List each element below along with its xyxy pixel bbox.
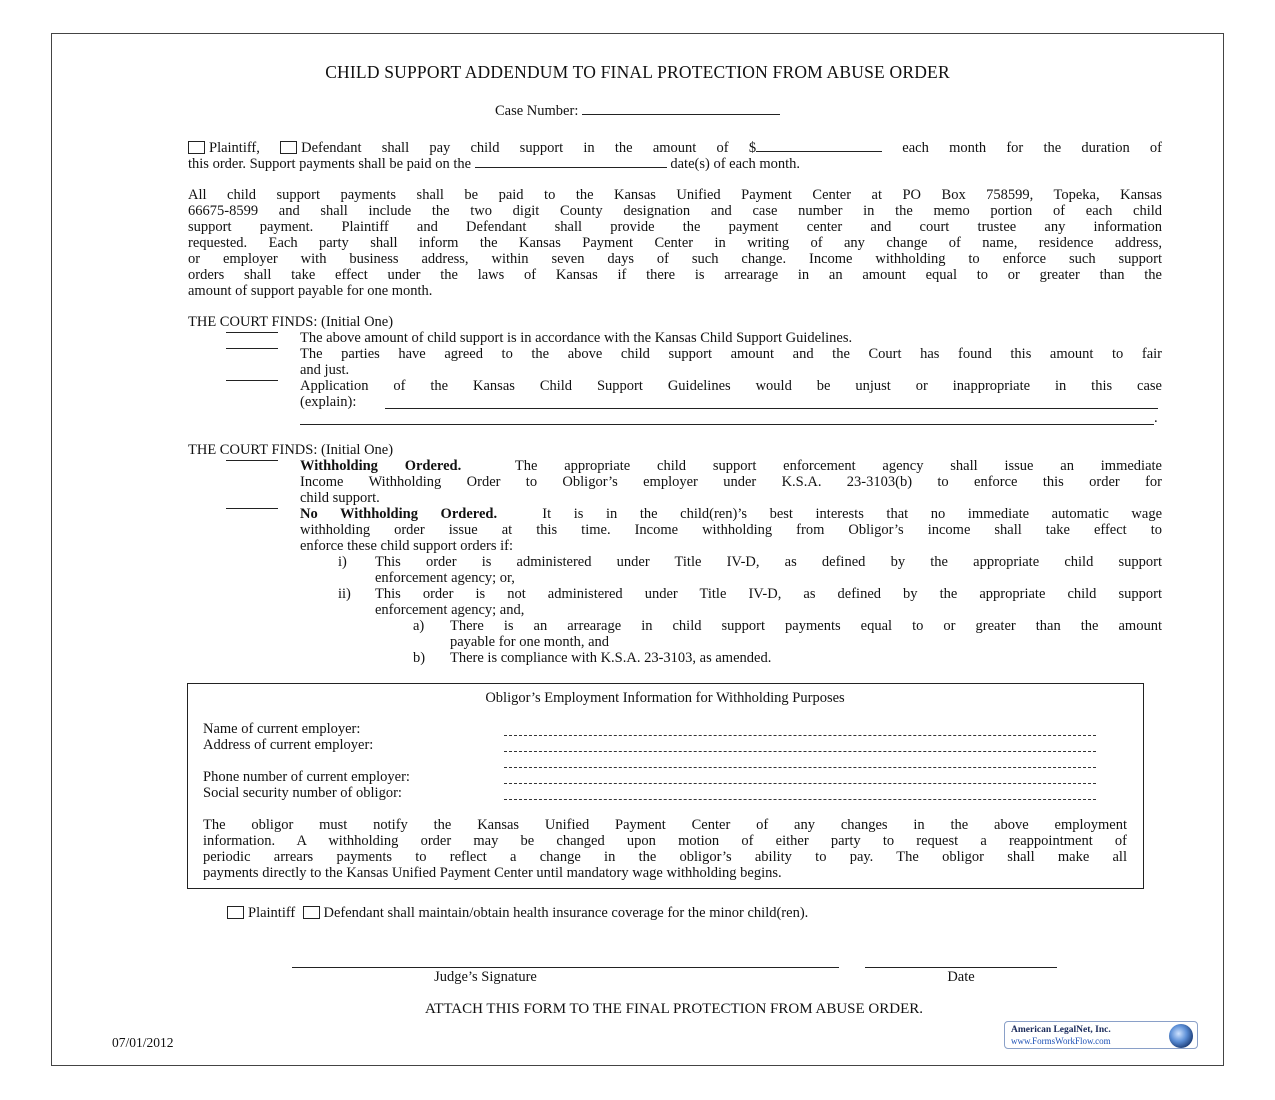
employer-name-input[interactable] xyxy=(504,735,1096,736)
support-amount-input[interactable] xyxy=(756,139,882,152)
condition-ii-number: ii) xyxy=(338,586,351,602)
employment-notice-line: information. A withholding order may be changed upon motion of either party to request a reappointment of xyxy=(203,833,1127,849)
finding-agreed-text-1: The parties have agreed to the above child support amount and the Court has found this amount to fair xyxy=(300,346,1162,362)
globe-icon xyxy=(1169,1024,1193,1048)
kpc-line: All child support payments shall be paid to the Kansas Unified Payment Center at PO Box 758599, Topeka, Kansas xyxy=(188,187,1162,203)
kpc-line: requested. Each party shall inform the Kansas Payment Center in writing of any change of name, residence address, xyxy=(188,235,1162,251)
kpc-paragraph xyxy=(188,187,1162,299)
condition-ii-line-1: This order is not administered under Title IV-D, as defined by the appropriate child support xyxy=(375,586,1162,602)
date-input[interactable] xyxy=(865,967,1057,968)
attach-notice: ATTACH THIS FORM TO THE FINAL PROTECTION FROM ABUSE ORDER. xyxy=(424,1001,924,1017)
finding-guidelines-text: The above amount of child support is in accordance with the Kansas Child Support Guidelines. xyxy=(300,330,853,346)
condition-i-line-2: enforcement agency; or, xyxy=(375,570,515,586)
withholding-ordered-line-1 xyxy=(300,458,1162,474)
finding-unjust-initial-input[interactable] xyxy=(226,380,278,381)
insurance-defendant-checkbox[interactable] xyxy=(303,906,320,919)
employer-phone-label: Phone number of current employer: xyxy=(203,769,410,785)
findings1-heading: THE COURT FINDS: (Initial One) xyxy=(188,314,394,330)
condition-b-line-1: There is compliance with K.S.A. 23-3103, as amended. xyxy=(450,650,772,666)
obligor-ssn-label: Social security number of obligor: xyxy=(203,785,402,801)
insurance-plaintiff-checkbox[interactable] xyxy=(227,906,244,919)
findings2-heading: THE COURT FINDS: (Initial One) xyxy=(188,442,394,458)
payment-line-2 xyxy=(188,155,1162,172)
condition-a-line-1: There is an arrearage in child support payments equal to or greater than the amount xyxy=(450,618,1162,634)
no-withholding-line-3: enforce these child support orders if: xyxy=(300,538,513,554)
kpc-line: orders shall take effect under the laws of Kansas if there is arrearage in an amount equal to or greater than the xyxy=(188,267,1162,283)
judge-signature-input[interactable] xyxy=(292,967,839,968)
plaintiff-payer-checkbox[interactable] xyxy=(188,141,205,154)
logo-company-name: American LegalNet, Inc. xyxy=(1011,1025,1111,1035)
kpc-line: amount of support payable for one month. xyxy=(188,283,433,299)
payment-date-input[interactable] xyxy=(475,155,667,168)
condition-a-letter: a) xyxy=(413,618,425,634)
employer-phone-input[interactable] xyxy=(504,783,1096,784)
insurance-row xyxy=(227,905,808,921)
condition-a-line-2: payable for one month, and xyxy=(450,634,610,650)
finding-unjust-text-1: Application of the Kansas Child Support Guidelines would be unjust or inappropriate in this case xyxy=(300,378,1162,394)
explain-period: . xyxy=(1154,410,1158,426)
form-title: CHILD SUPPORT ADDENDUM TO FINAL PROTECTION FROM ABUSE ORDER xyxy=(325,62,950,82)
finding-guidelines-initial-input[interactable] xyxy=(226,332,278,333)
employment-notice-line: payments directly to the Kansas Unified Payment Center until mandatory wage withholding begins. xyxy=(203,865,782,881)
condition-ii-line-2: enforcement agency; and, xyxy=(375,602,525,618)
payment-line2-suffix: date(s) of each month. xyxy=(670,156,801,172)
no-withholding-initial-input[interactable] xyxy=(226,508,278,509)
employment-box-title: Obligor’s Employment Information for Withholding Purposes xyxy=(485,690,845,706)
no-withholding-text: It is in the child(ren)’s best interests that no immediate automatic wage xyxy=(542,506,1163,522)
condition-b-letter: b) xyxy=(413,650,426,666)
case-number-label: Case Number: xyxy=(495,103,579,119)
date-label: Date xyxy=(947,969,975,985)
explain-input-line-1[interactable] xyxy=(385,393,1158,409)
employer-address-input-1[interactable] xyxy=(504,751,1096,752)
kpc-line: support payment. Plaintiff and Defendant shall provide the payment center and court trustee any information xyxy=(188,219,1162,235)
payer-defendant-text: Defendant shall pay child support in the amount of $ xyxy=(301,140,757,156)
case-number-row xyxy=(0,102,1275,120)
american-legalnet-logo xyxy=(1004,1021,1198,1049)
defendant-payer-checkbox[interactable] xyxy=(280,141,297,154)
kpc-line: or employer with business address, within seven days of such change. Income withholding to enforce such support xyxy=(188,251,1162,267)
no-withholding-line-2: withholding order issue at this time. Income withholding from Obligor’s income shall take effect to xyxy=(300,522,1162,538)
withholding-ordered-line-3: child support. xyxy=(300,490,380,506)
insurance-plaintiff-label: Plaintiff xyxy=(248,905,296,921)
payment-line2-prefix: this order. Support payments shall be paid on the xyxy=(188,156,472,172)
no-withholding-heading: No Withholding Ordered. xyxy=(300,506,498,522)
judge-signature-label: Judge’s Signature xyxy=(434,969,537,985)
finding-unjust-explain-label: (explain): xyxy=(300,394,357,410)
employer-address-input-2[interactable] xyxy=(504,767,1096,768)
obligor-ssn-input[interactable] xyxy=(504,799,1096,800)
withholding-ordered-heading: Withholding Ordered. xyxy=(300,458,462,474)
employer-name-label: Name of current employer: xyxy=(203,721,361,737)
withholding-ordered-initial-input[interactable] xyxy=(226,460,278,461)
condition-i-number: i) xyxy=(338,554,347,570)
no-withholding-line-1 xyxy=(300,506,1162,522)
kpc-line: 66675-8599 and shall include the two digit County designation and case number in the memo portion of each child xyxy=(188,203,1162,219)
employment-info-box xyxy=(187,683,1144,889)
employment-notice-line: periodic arrears payments to reflect a change in the obligor’s ability to pay. The obligor shall make all xyxy=(203,849,1127,865)
employment-notice xyxy=(203,817,1127,881)
condition-i-line-1: This order is administered under Title IV-D, as defined by the appropriate child support xyxy=(375,554,1162,570)
insurance-defendant-text: Defendant shall maintain/obtain health insurance coverage for the minor child(ren). xyxy=(323,905,809,921)
withholding-ordered-line-2: Income Withholding Order to Obligor’s employer under K.S.A. 23-3103(b) to enforce this order for xyxy=(300,474,1162,490)
employment-notice-line: The obligor must notify the Kansas Unified Payment Center of any changes in the above employment xyxy=(203,817,1127,833)
finding-agreed-initial-input[interactable] xyxy=(226,348,278,349)
form-revision-date: 07/01/2012 xyxy=(112,1035,174,1050)
payment-month-text: each month for the duration of xyxy=(902,140,1163,156)
withholding-ordered-text: The appropriate child support enforcement agency shall issue an immediate xyxy=(514,458,1162,474)
explain-input-line-2[interactable] xyxy=(300,409,1154,425)
finding-agreed-text-2: and just. xyxy=(300,362,350,378)
case-number-input[interactable] xyxy=(582,102,780,115)
payer-plaintiff-label: Plaintiff, xyxy=(209,140,260,156)
logo-url: www.FormsWorkFlow.com xyxy=(1011,1036,1111,1046)
employer-address-label: Address of current employer: xyxy=(203,737,374,753)
payment-line-1 xyxy=(188,139,1162,156)
